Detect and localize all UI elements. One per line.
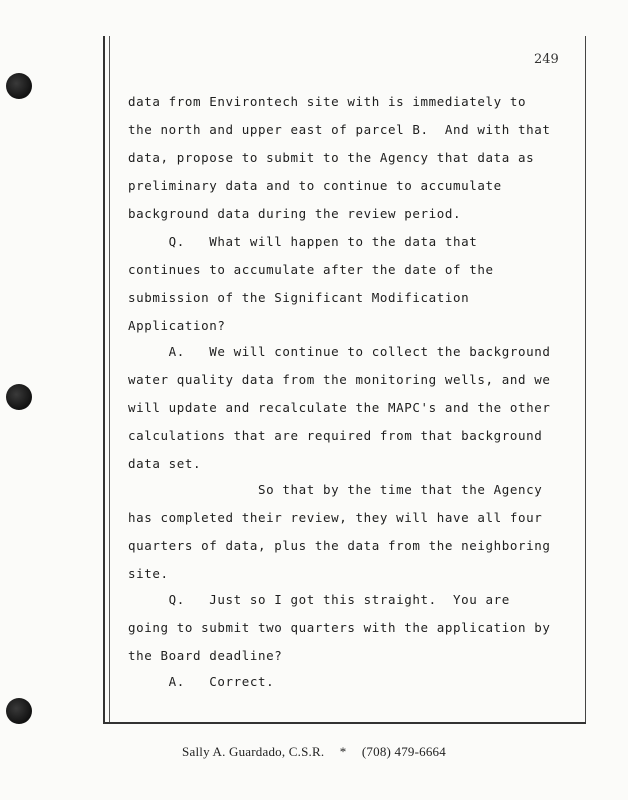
transcript-line: has completed their review, they will have all four: [128, 510, 543, 525]
reporter-name: Sally A. Guardado, C.S.R.: [182, 744, 325, 759]
transcript-line: calculations that are required from that background: [128, 428, 543, 443]
transcript-line: site.: [128, 566, 169, 581]
transcript-line: A. We will continue to collect the background: [128, 344, 551, 359]
transcript-line: Application?: [128, 318, 226, 333]
binder-hole-icon: [6, 698, 32, 724]
transcript-line: quarters of data, plus the data from the neighboring: [128, 538, 551, 553]
page-number: 249: [534, 52, 559, 67]
page-border-left: [103, 36, 105, 724]
page-border-left-inner: [109, 36, 110, 724]
reporter-footer: [0, 744, 628, 760]
transcript-line: preliminary data and to continue to accumulate: [128, 178, 502, 193]
reporter-phone: (708) 479-6664: [361, 744, 446, 759]
binder-hole-icon: [6, 384, 32, 410]
transcript-line: going to submit two quarters with the application by: [128, 620, 551, 635]
transcript-line: data, propose to submit to the Agency that data as: [128, 150, 535, 165]
transcript-line: Q. Just so I got this straight. You are: [128, 592, 510, 607]
transcript-line: continues to accumulate after the date of the: [128, 262, 494, 277]
transcript-line: submission of the Significant Modification: [128, 290, 470, 305]
page-border-bottom: [103, 722, 586, 724]
transcript-line: Q. What will happen to the data that: [128, 234, 478, 249]
footer-separator: *: [339, 744, 347, 759]
transcript-line: the north and upper east of parcel B. And with that: [128, 122, 551, 137]
transcript-line: water quality data from the monitoring wells, and we: [128, 372, 551, 387]
transcript-line: A. Correct.: [128, 674, 275, 689]
binder-hole-icon: [6, 73, 32, 99]
transcript-line: data from Environtech site with is immediately to: [128, 94, 527, 109]
transcript-line: will update and recalculate the MAPC's and the other: [128, 400, 551, 415]
page-border-right: [585, 36, 586, 724]
transcript-line: the Board deadline?: [128, 648, 283, 663]
transcript-line: background data during the review period.: [128, 206, 462, 221]
transcript-line: data set.: [128, 456, 202, 471]
transcript-line: So that by the time that the Agency: [128, 482, 543, 497]
